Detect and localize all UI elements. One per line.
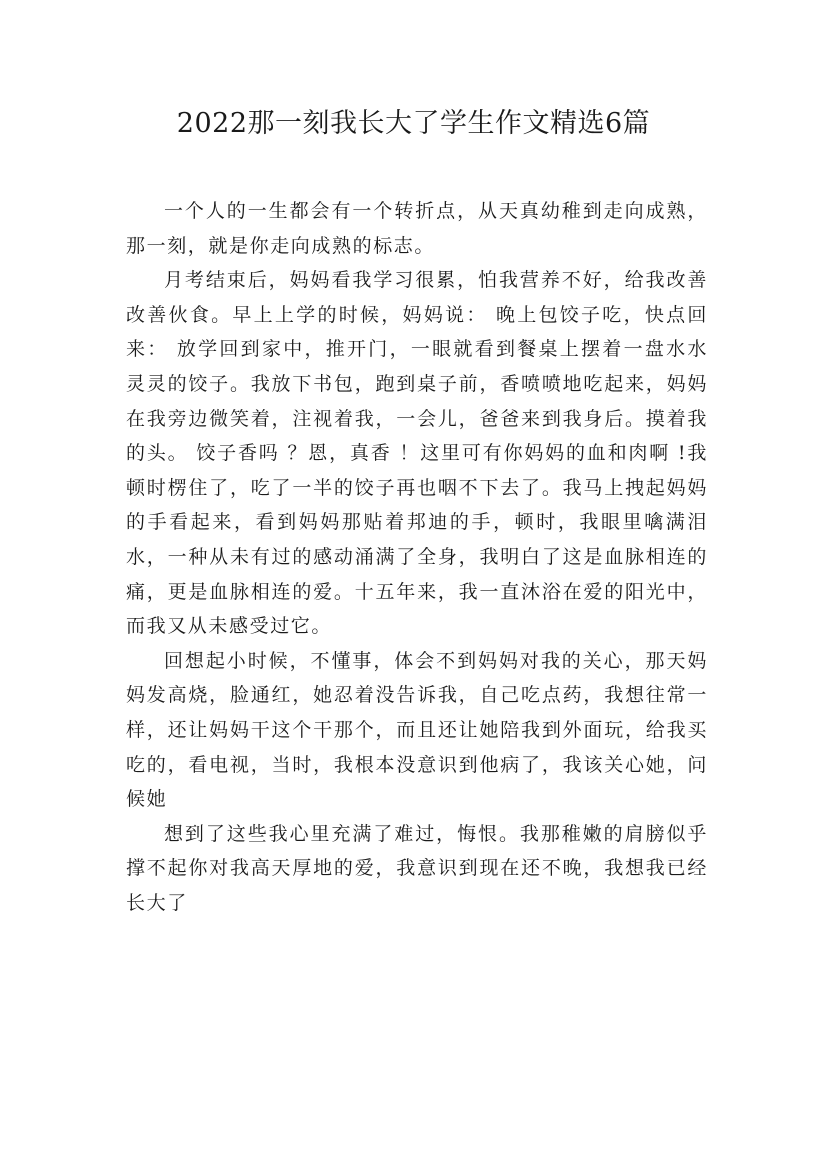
document-body	[126, 194, 708, 920]
document-title: 2022那一刻我长大了学生作文精选6篇	[176, 108, 651, 139]
paragraph-childhood: 回想起小时候，不懂事，体会不到妈妈对我的关心，那天妈妈发高烧，脸通红，她忍着没告诉我，自己吃点药，我想往常一样，还让妈妈干这个干那个，而且还让她陪我到外面玩，给我买吃的，看电视，当时，我根本没意识到他病了，我该关心她，问候她	[126, 649, 708, 811]
paragraph-conclusion: 想到了这些我心里充满了难过，悔恨。我那稚嫩的肩膀似乎撑不起你对我高天厚地的爱，我意识到现在还不晚，我想我已经长大了	[126, 822, 708, 914]
paragraph-dumplings: 月考结束后，妈妈看我学习很累，怕我营养不好，给我改善改善伙食。早上上学的时候，妈妈说： 晚上包饺子吃，快点回来： 放学回到家中，推开门，一眼就看到餐桌上摆着一盘水水灵灵的饺子。我放下书包，跑到桌子前，香喷喷地吃起来，妈妈在我旁边微笑着，注视着我，一会儿，爸爸来到我身后。摸着我的头。 饺子香吗 ？恩，真香 ！这里可有你妈妈的血和肉啊 !我顿时楞住了，吃了一半的饺子再也咽不下去了。我马上拽起妈妈的手看起来，看到妈妈那贴着邦迪的手，顿时，我眼里噙满泪水，一种从未有过的感动涌满了全身，我明白了这是血脉相连的痛，更是血脉相连的爱。十五年来，我一直沐浴在爱的阳光中，而我又从未感受过它。	[126, 269, 708, 638]
paragraph-intro: 一个人的一生都会有一个转折点，从天真幼稚到走向成熟，那一刻，就是你走向成熟的标志。	[126, 200, 708, 257]
